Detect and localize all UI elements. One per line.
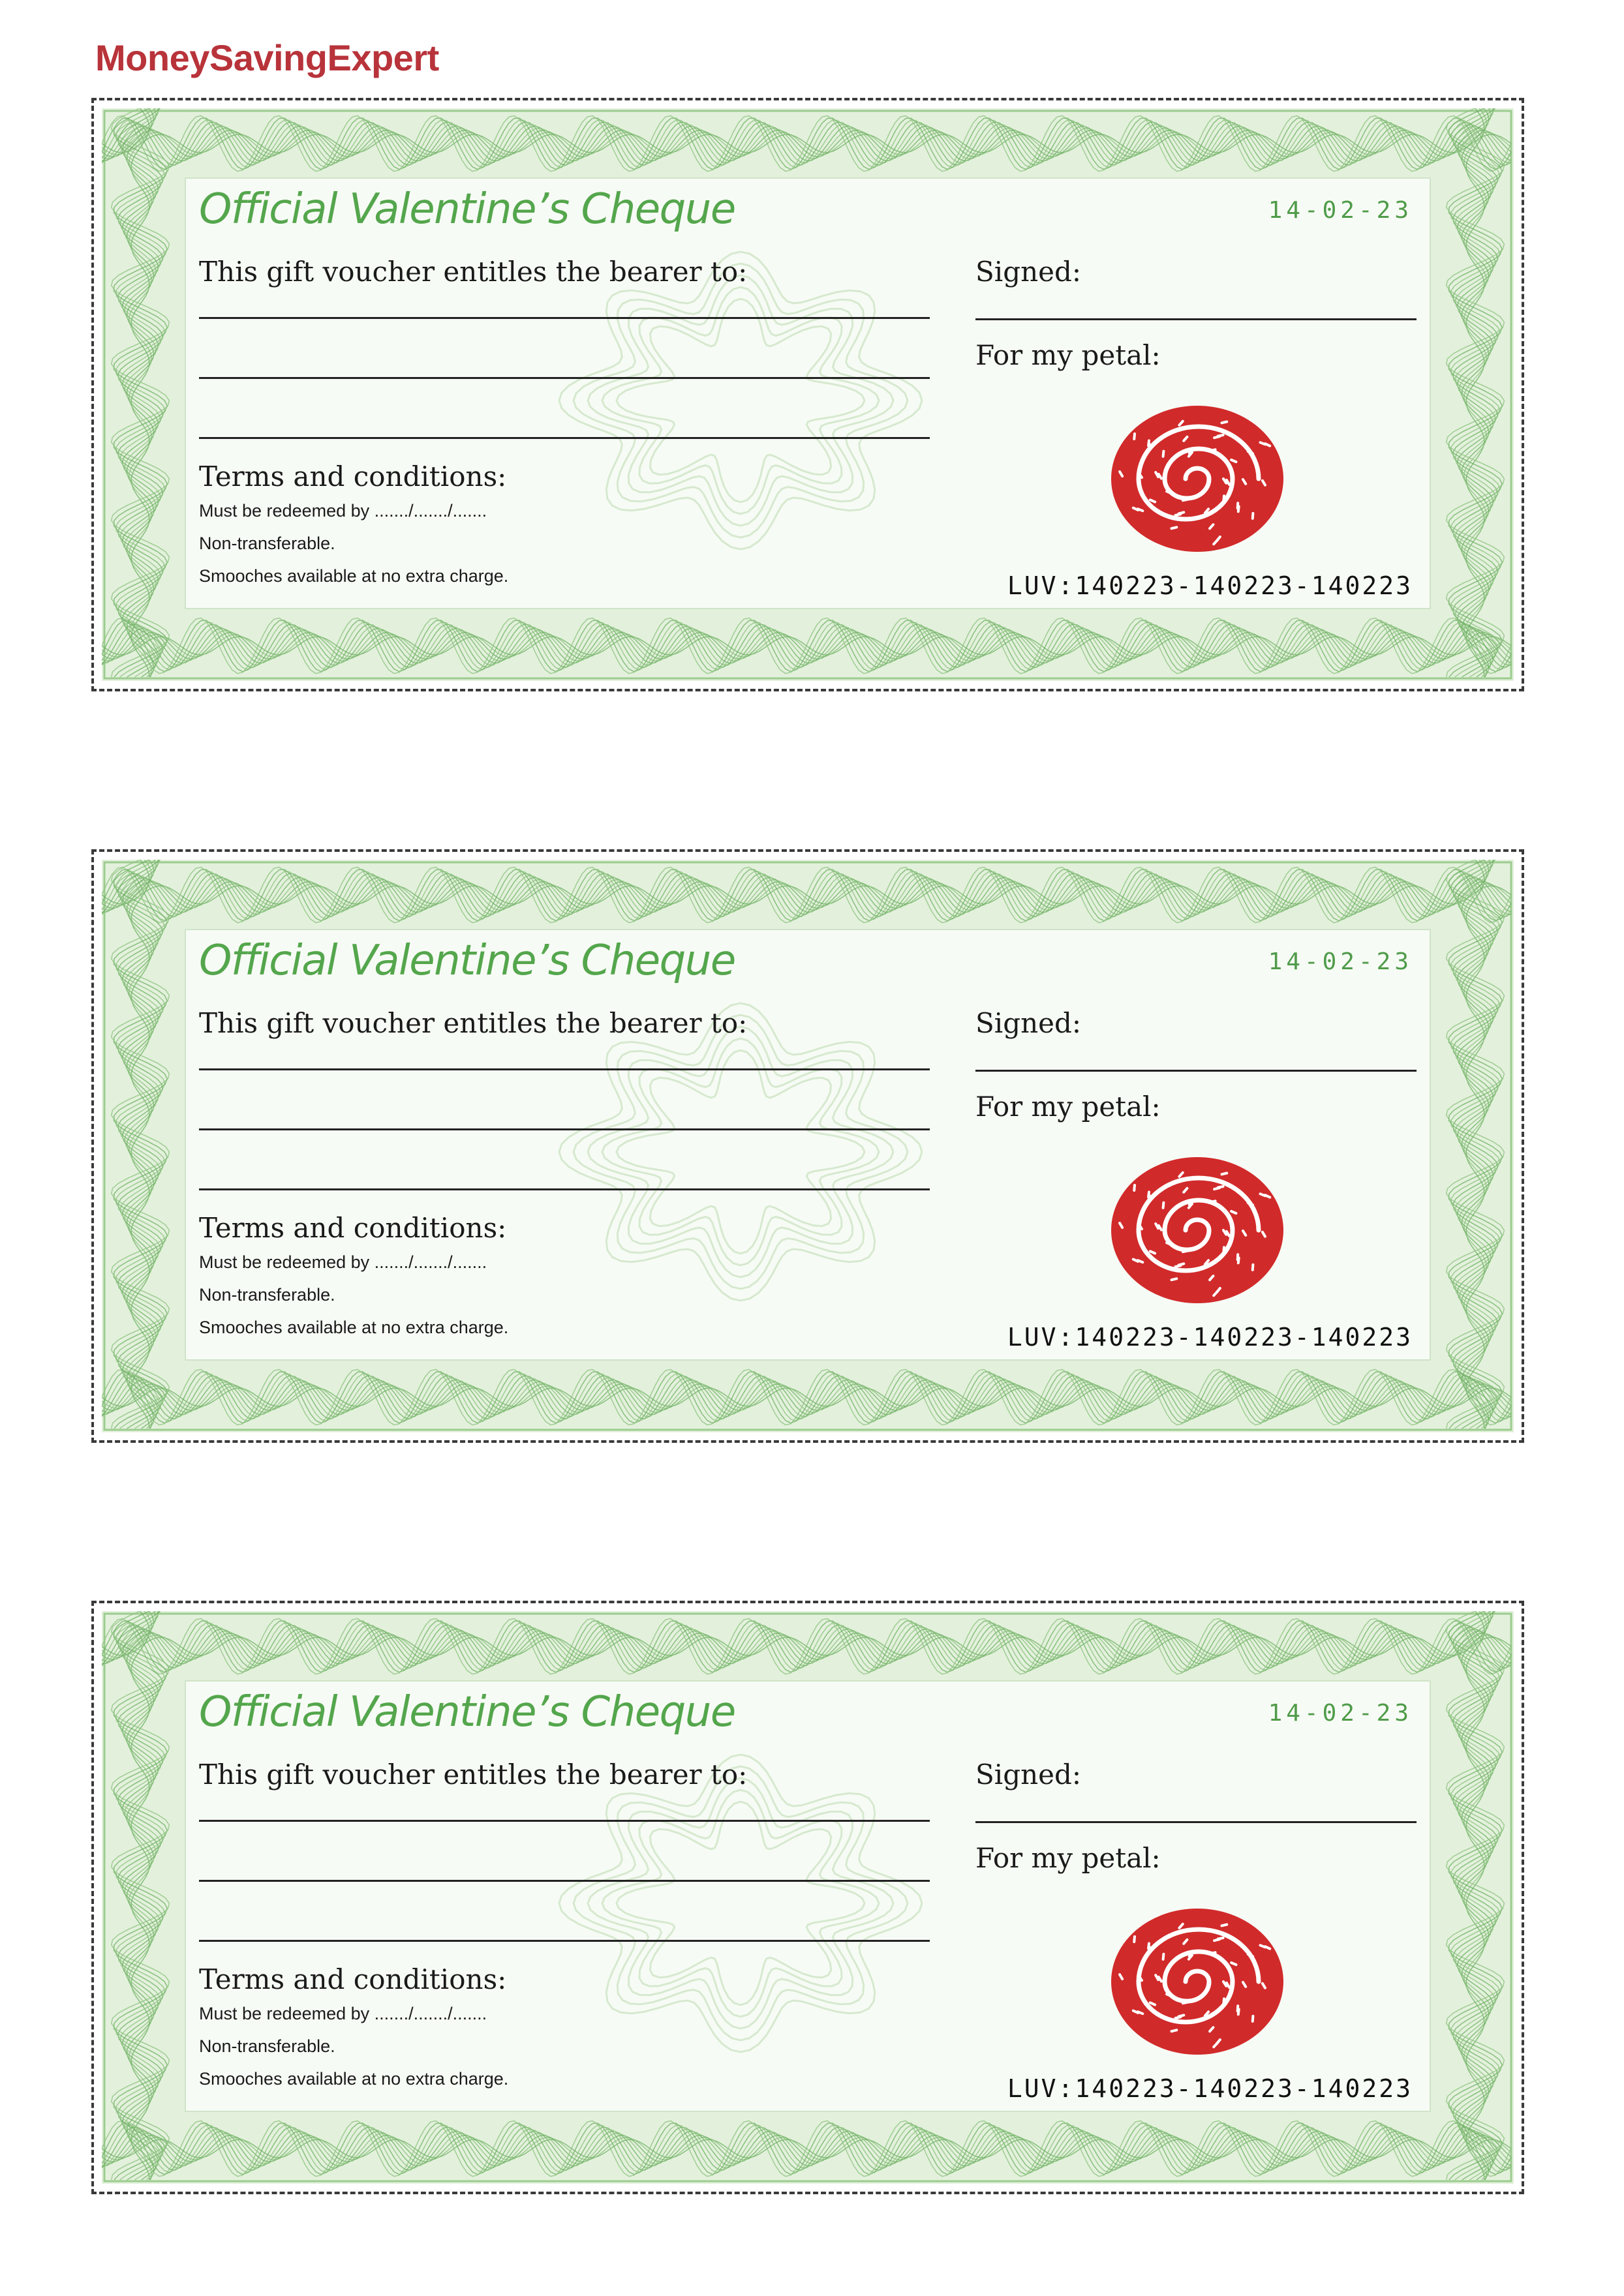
bearer-line-3[interactable] — [199, 437, 930, 439]
rose-icon — [1106, 1152, 1289, 1308]
bearer-label: This gift voucher entitles the bearer to: — [199, 1759, 748, 1790]
signed-label: Signed: — [975, 1007, 1082, 1039]
cheque-code: LUV:140223-140223-140223 — [1007, 2074, 1413, 2103]
bearer-line-2[interactable] — [199, 377, 930, 379]
signature-line[interactable] — [975, 1821, 1417, 1823]
term-smooches: Smooches available at no extra charge. — [199, 1318, 509, 1337]
term-redeem: Must be redeemed by ......./......./....... — [199, 2004, 487, 2023]
bearer-line-1[interactable] — [199, 317, 930, 319]
bearer-line-1[interactable] — [199, 1068, 930, 1070]
voucher-date: 14-02-23 — [1268, 948, 1413, 975]
bearer-line-3[interactable] — [199, 1940, 930, 1942]
bearer-line-3[interactable] — [199, 1188, 930, 1190]
for-my-petal-label: For my petal: — [975, 1091, 1161, 1123]
term-smooches: Smooches available at no extra charge. — [199, 2069, 509, 2089]
voucher-card — [91, 849, 1524, 1443]
cheque-code: LUV:140223-140223-140223 — [1007, 1323, 1413, 1352]
signature-line[interactable] — [975, 1070, 1417, 1072]
voucher-panel — [185, 1680, 1431, 2112]
voucher-title: Official Valentine’s Cheque — [199, 185, 735, 234]
term-non-transferable: Non-transferable. — [199, 2036, 335, 2056]
voucher-card — [91, 1601, 1524, 2194]
terms-heading: Terms and conditions: — [199, 1963, 507, 1995]
bearer-label: This gift voucher entitles the bearer to: — [199, 256, 748, 288]
voucher-panel — [185, 929, 1431, 1361]
terms-heading: Terms and conditions: — [199, 1212, 507, 1244]
term-smooches: Smooches available at no extra charge. — [199, 566, 509, 586]
signed-label: Signed: — [975, 256, 1082, 288]
voucher-title: Official Valentine’s Cheque — [199, 1688, 735, 1736]
term-non-transferable: Non-transferable. — [199, 534, 335, 553]
bearer-line-2[interactable] — [199, 1128, 930, 1130]
term-non-transferable: Non-transferable. — [199, 1285, 335, 1305]
signed-label: Signed: — [975, 1759, 1082, 1790]
rose-icon — [1106, 1903, 1289, 2060]
bearer-label: This gift voucher entitles the bearer to: — [199, 1007, 748, 1039]
brand-logo: MoneySavingExpert — [95, 37, 439, 78]
voucher-panel — [185, 177, 1431, 609]
bearer-line-1[interactable] — [199, 1820, 930, 1822]
bearer-line-2[interactable] — [199, 1880, 930, 1882]
voucher-date: 14-02-23 — [1268, 197, 1413, 224]
signature-line[interactable] — [975, 318, 1417, 320]
term-redeem: Must be redeemed by ......./......./....... — [199, 501, 487, 521]
rose-icon — [1106, 400, 1289, 557]
voucher-card — [91, 98, 1524, 691]
for-my-petal-label: For my petal: — [975, 339, 1161, 371]
term-redeem: Must be redeemed by ......./......./....... — [199, 1252, 487, 1272]
voucher-title: Official Valentine’s Cheque — [199, 937, 735, 985]
voucher-date: 14-02-23 — [1268, 1700, 1413, 1727]
for-my-petal-label: For my petal: — [975, 1842, 1161, 1874]
cheque-code: LUV:140223-140223-140223 — [1007, 571, 1413, 600]
terms-heading: Terms and conditions: — [199, 461, 507, 492]
